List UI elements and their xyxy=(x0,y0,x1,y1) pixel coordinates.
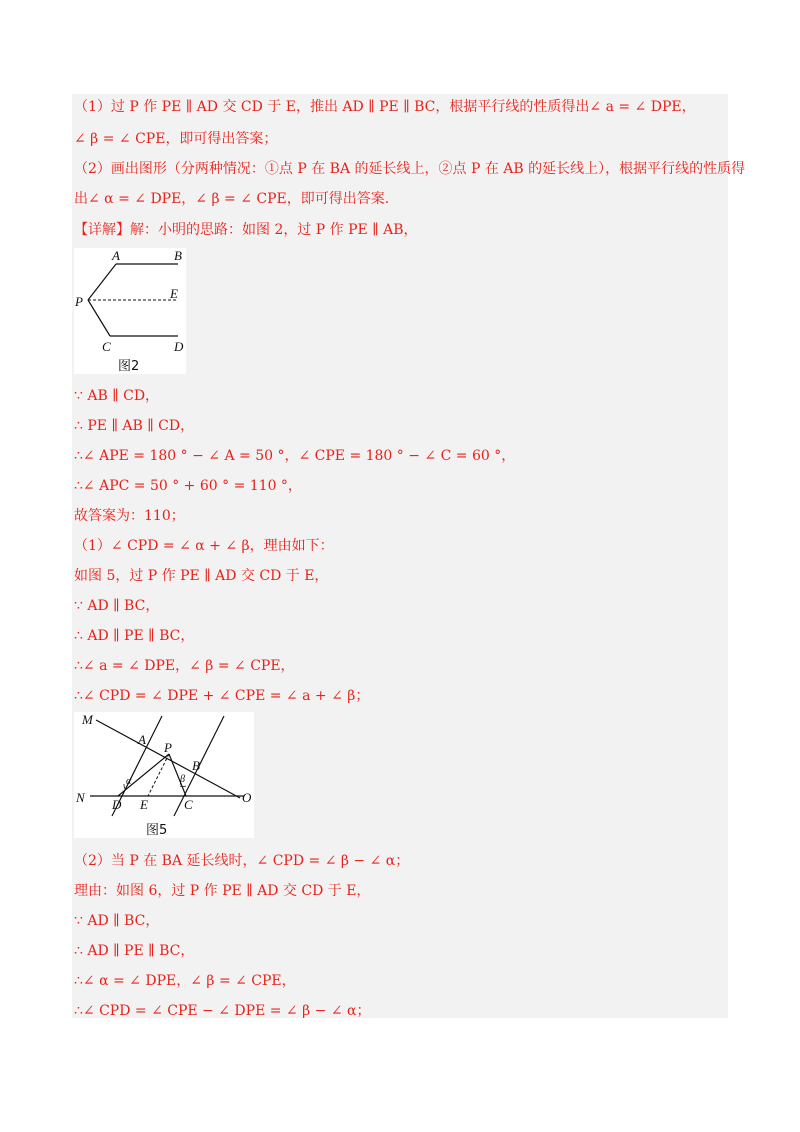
label-B: B xyxy=(192,758,200,773)
text-line-11: （1）∠ CPD = ∠ α + ∠ β，理由如下： xyxy=(74,538,334,554)
text-line-17: （2）当 P 在 BA 延长线时，∠ CPD = ∠ β − ∠ α； xyxy=(74,853,410,869)
text-line-4: 出∠ α = ∠ DPE，∠ β = ∠ CPE，即可得出答案. xyxy=(74,191,390,207)
segment-PE-dashed xyxy=(148,754,169,796)
text-line-10: 故答案为：110； xyxy=(74,508,185,524)
text-line-15: ∴∠ a = ∠ DPE，∠ β = ∠ CPE， xyxy=(74,658,295,674)
label-A: A xyxy=(112,248,120,263)
label-C: C xyxy=(102,339,111,354)
label-P: P xyxy=(164,740,172,755)
text-line-19: ∵ AD ∥ BC， xyxy=(74,913,160,929)
label-D: D xyxy=(174,339,184,354)
figure-5 xyxy=(74,712,254,838)
text-line-5: 【详解】解：小明的思路：如图 2，过 P 作 PE ∥ AB， xyxy=(74,222,418,238)
text-line-7: ∴ PE ∥ AB ∥ CD， xyxy=(74,418,195,434)
text-line-12: 如图 5，过 P 作 PE ∥ AD 交 CD 于 E， xyxy=(74,568,329,584)
line-MO xyxy=(96,720,240,798)
text-line-8: ∴∠ APE = 180 ° − ∠ A = 50 °，∠ CPE = 180 ° − ∠ C = 60 °， xyxy=(74,448,516,464)
segment-PC xyxy=(88,300,110,336)
label-E: E xyxy=(170,286,178,301)
text-line-21: ∴∠ α = ∠ DPE，∠ β = ∠ CPE， xyxy=(74,973,296,989)
label-alpha: α xyxy=(126,776,132,787)
figure-5-caption: 图5 xyxy=(146,823,168,838)
label-beta: β xyxy=(180,774,185,785)
segment-AP xyxy=(88,264,116,300)
text-line-2: ∠ β = ∠ CPE，即可得出答案； xyxy=(74,131,278,147)
label-D: D xyxy=(112,797,122,812)
label-O: O xyxy=(242,790,252,805)
text-line-22: ∴∠ CPD = ∠ CPE − ∠ DPE = ∠ β − ∠ α； xyxy=(74,1003,371,1019)
label-P: P xyxy=(75,294,83,309)
label-E: E xyxy=(140,797,148,812)
text-line-9: ∴∠ APC = 50 ° + 60 ° = 110 °， xyxy=(74,478,302,494)
text-line-16: ∴∠ CPD = ∠ DPE + ∠ CPE = ∠ a + ∠ β； xyxy=(74,688,370,704)
text-line-1: （1）过 P 作 PE ∥ AD 交 CD 于 E，推出 AD ∥ PE ∥ BC，根据平行线的性质得出∠ a = ∠ DPE， xyxy=(74,99,696,115)
label-C: C xyxy=(184,797,193,812)
text-line-18: 理由：如图 6，过 P 作 PE ∥ AD 交 CD 于 E， xyxy=(74,883,371,899)
text-line-3: （2）画出图形（分两种情况：①点 P 在 BA 的延长线上，②点 P 在 AB 的延长线上），根据平行线的性质得 xyxy=(74,161,746,177)
text-line-20: ∴ AD ∥ PE ∥ BC， xyxy=(74,943,195,959)
label-M: M xyxy=(82,712,93,727)
text-line-6: ∵ AB ∥ CD， xyxy=(74,388,160,404)
figure-2 xyxy=(74,248,186,374)
label-N: N xyxy=(76,790,85,805)
text-line-14: ∴ AD ∥ PE ∥ BC， xyxy=(74,628,195,644)
label-B: B xyxy=(174,248,182,263)
figure-2-caption: 图2 xyxy=(118,359,140,374)
text-line-13: ∵ AD ∥ BC， xyxy=(74,598,160,614)
label-A: A xyxy=(138,732,146,747)
